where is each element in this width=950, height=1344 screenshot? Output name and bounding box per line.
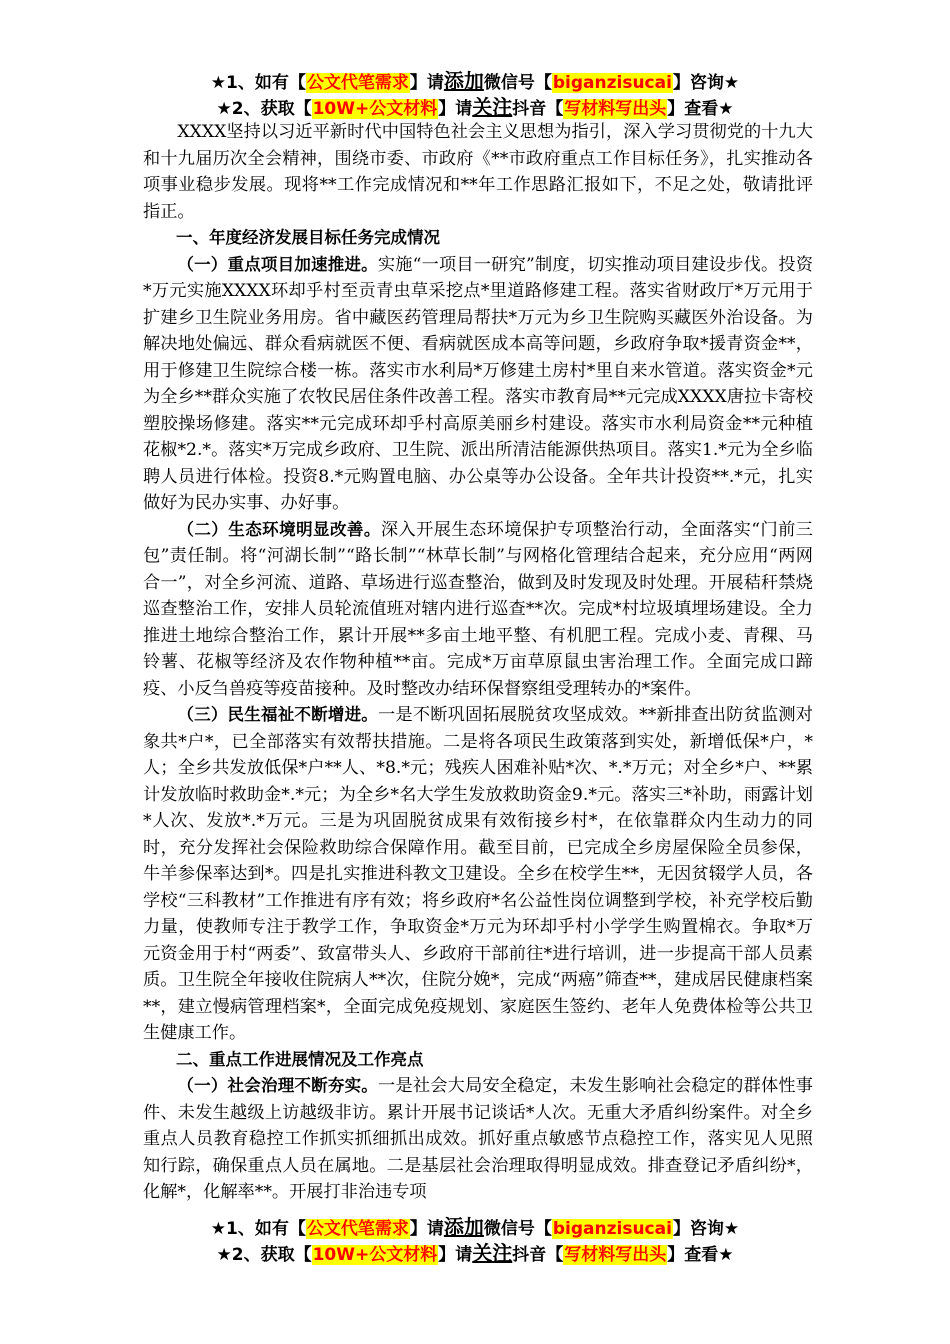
paragraph-lead: （二）生态环境明显改善。	[177, 519, 381, 539]
banner-text: 】咨询★	[672, 73, 740, 93]
banner-highlight: 10W+公文材料	[312, 99, 438, 119]
section-1-paragraph-1	[143, 252, 813, 517]
banner-highlight: 10W+公文材料	[312, 1245, 438, 1265]
section-1-paragraph-3	[143, 702, 813, 1047]
promo-banner-top-line2	[0, 94, 950, 122]
promo-banner-bottom-line2	[0, 1240, 950, 1268]
banner-text: 】查看★	[667, 1245, 734, 1265]
banner-text: 微信号【	[483, 73, 552, 93]
banner-text: ★1、如有【	[210, 73, 306, 93]
section-2-title: 二、重点工作进展情况及工作亮点	[176, 1049, 424, 1069]
paragraph-lead: （三）民生福祉不断增进。	[177, 705, 379, 724]
banner-text: ★1、如有【	[210, 1219, 306, 1239]
banner-text: 】请	[409, 73, 444, 93]
banner-douyin-id: 写材料写出头	[564, 1245, 667, 1265]
banner-emphasis: 添加	[443, 69, 484, 93]
banner-douyin-id: 写材料写出头	[564, 99, 667, 119]
paragraph-text: 实施“一项目一研究”制度，切实推动项目建设步伐。投资*万元实施XXXX环却乎村至贡青虫草采挖点*里道路修建工程。落实省财政厅*万元用于扩建乡卫生院业务用房。省中藏医药管理局帮扶*万元为乡卫生院购买藏医外治设备。为解决地处偏远、群众看病就医不便、看病就医成本高等问题，乡政府争取*援青资金**，用于修建卫生院综合楼一栋。落实市水利局*万修建土房村*里自来水管道。落实资金*元为全乡**群众实施了农牧民居住条件改善工程。落实市教育局**元完成XXXX唐拉卡寄校塑胶操场修建。落实**元完成环却乎村高原美丽乡村建设。落实市水利局资金**元种植花椒*2.*。落实*万完成乡政府、卫生院、派出所清洁能源供热项目。落实1.*元为全乡临聘人员进行体检。投资8.*元购置电脑、办公桌等办公设备。全年共计投资**.*元，扎实做好为民办实事、办好事。	[143, 254, 814, 513]
intro-paragraph: XXXX坚持以习近平新时代中国特色社会主义思想为指引，深入学习贯彻党的十九大和十九届历次全会精神，围绕市委、市政府《**市政府重点工作目标任务》，扎实推动各项事业稳步发展。现将**工作完成情况和**年工作思路汇报如下，不足之处，敬请批评指正。	[143, 122, 813, 222]
banner-text: 】查看★	[667, 99, 734, 119]
banner-emphasis: 关注	[472, 1241, 513, 1265]
banner-text: 抖音【	[512, 99, 564, 119]
banner-text: 】请	[409, 1219, 444, 1239]
banner-wechat-id: biganzisucai	[552, 73, 672, 93]
banner-highlight: 公文代笔需求	[306, 1219, 409, 1239]
paragraph-text: 深入开展生态环境保护专项整治行动，全面落实“门前三包”责任制。将“河湖长制”“路长制”“林草长制”与网格化管理结合起来，充分应用“两网合一”，对全乡河流、道路、草场进行巡查整治，做到及时发现及时处理。开展秸秆禁烧巡查整治工作，安排人员轮流值班对辖内进行巡查**次。完成*村垃圾填埋场建设。全力推进土地综合整治工作，累计开展**多亩土地平整、有机肥工程。完成小麦、青稞、马铃薯、花椒等经济及农作物种植**亩。完成*万亩草原鼠虫害治理工作。全面完成口蹄疫、小反刍兽疫等疫苗接种。及时整改办结环保督察组受理转办的*案件。	[143, 519, 813, 699]
banner-emphasis: 关注	[472, 95, 513, 119]
banner-text: 微信号【	[483, 1219, 552, 1239]
promo-banner-bottom-line1	[0, 1214, 950, 1242]
section-2-paragraph-1	[143, 1073, 813, 1206]
banner-wechat-id: biganzisucai	[552, 1219, 672, 1239]
section-1-title: 一、年度经济发展目标任务完成情况	[176, 228, 440, 247]
banner-text: 】咨询★	[672, 1219, 740, 1239]
section-1-paragraph-2	[143, 517, 813, 703]
banner-text: 】请	[438, 1245, 473, 1265]
banner-text: 抖音【	[512, 1245, 564, 1265]
paragraph-text: 一是不断巩固拓展脱贫攻坚成效。**新排查出防贫监测对象共*户*，已全部落实有效帮扶措施。二是将各项民生政策落到实处，新增低保*户，*人；全乡共发放低保*户**人、*8.*元；残疾人困难补贴*次、*.*万元；对全乡*户、**累计发放临时救助金*.*元；为全乡*名大学生发放救助资金9.*元。落实三*补助，雨露计划*人次、发放*.*万元。三是为巩固脱贫成果有效衔接乡村*，在依靠群众内生动力的同时，充分发挥社会保险救助综合保障作用。截至目前，已完成全乡房屋保险全员参保，牛羊参保率达到*。四是扎实推进科教文卫建设。全乡在校学生**，无因贫辍学人员，各学校“三科教材”工作推进有序有效；将乡政府*名公益性岗位调整到学校，补充学校后勤力量，使教师专注于教学工作，争取资金*万元为环却乎村小学学生购置棉衣。争取*万元资金用于村“两委”、致富带头人、乡政府干部前往*进行培训，进一步提高干部人员素质。卫生院全年接收住院病人**次，住院分娩*，完成“两癌”筛查**，建成居民健康档案**，建立慢病管理档案*，全面完成免疫规划、家庭医生签约、老年人免费体检等公共卫生健康工作。	[143, 705, 813, 1043]
paragraph-lead: （一）重点项目加速推进。	[177, 254, 378, 274]
banner-text: 】请	[438, 99, 473, 119]
document-body	[143, 119, 813, 1206]
banner-text: ★2、获取【	[216, 1245, 312, 1265]
paragraph-lead: （一）社会治理不断夯实。	[177, 1076, 379, 1095]
banner-emphasis: 添加	[443, 1215, 484, 1239]
banner-text: ★2、获取【	[216, 99, 312, 119]
paragraph-text: 一是社会大局安全稳定，未发生影响社会稳定的群体性事件、未发生越级上访越级非访。累计开展书记谈话*人次。无重大矛盾纠纷案件。对全乡重点人员教育稳控工作抓实抓细抓出成效。抓好重点敏感节点稳控工作，落实见人见照知行踪，确保重点人员在属地。二是基层社会治理取得明显成效。排查登记矛盾纠纷*，化解*，化解率**。开展打非治违专项	[143, 1076, 813, 1202]
promo-banner-top-line1	[0, 68, 950, 96]
banner-highlight: 公文代笔需求	[306, 73, 409, 93]
